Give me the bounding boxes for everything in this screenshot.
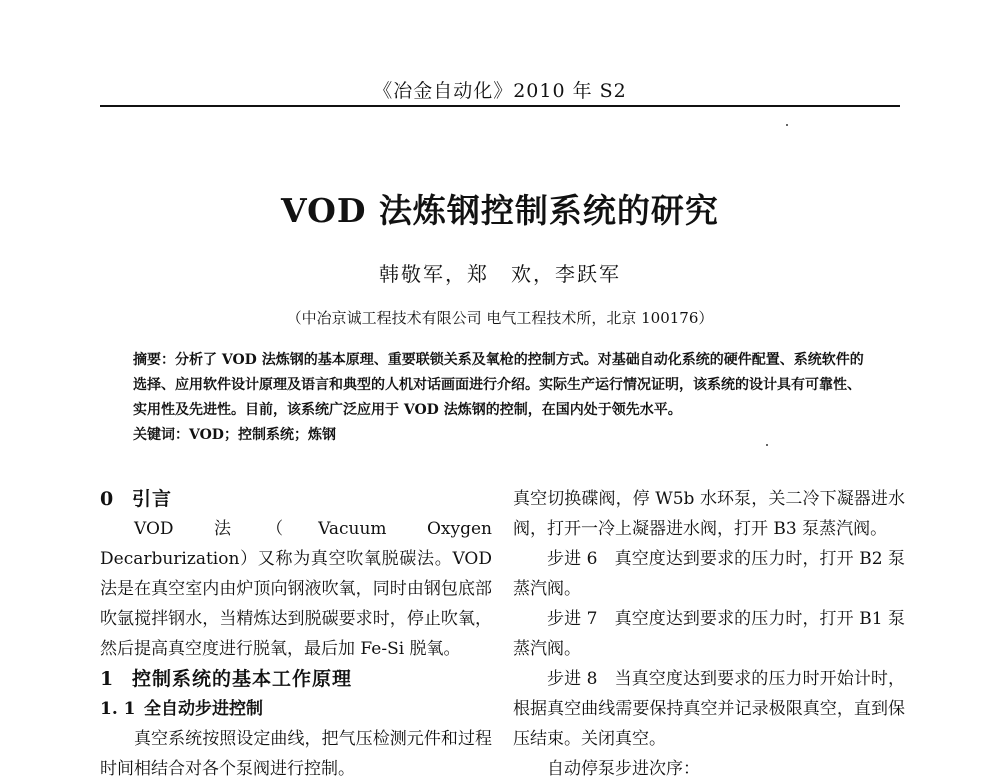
section-heading-principle <box>100 664 492 694</box>
journal-header: 《冶金自动化》2010 年 S2 <box>373 80 627 102</box>
step-8-paragraph: 步进 8 当真空度达到要求的压力时开始计时，根据真空曲线需要保持真空并记录极限真空，直到保压结束。关闭真空。 <box>513 669 905 749</box>
left-column <box>100 484 492 784</box>
body-paragraph: 真空系统按照设定曲线，把气压检测元件和过程时间相结合对各个泵阀进行控制。 <box>100 729 492 779</box>
step-7-paragraph: 步进 7 真空度达到要求的压力时，打开 B1 泵蒸汽阀。 <box>513 609 905 659</box>
scan-speck <box>786 124 788 126</box>
abstract-block <box>133 348 873 448</box>
body-paragraph: VOD 法（Vacuum Oxygen Decarburization）又称为真空吹氧脱碳法。VOD 法是在真空室内由炉顶向钢液吹氧，同时由钢包底部吹氩搅拌钢水，当精炼达到脱碳要求时，停止吹氧，然后提高真空度进行脱氧，最后加 Fe-Si 脱氧。 <box>100 519 492 659</box>
auto-stop-sequence-label: 自动停泵步进次序： <box>547 759 700 779</box>
keywords: 关键词：VOD；控制系统；炼钢 <box>133 427 336 443</box>
affiliation: （中冶京诚工程技术有限公司 电气工程技术所，北京 100176） <box>286 309 714 327</box>
header-rule <box>100 105 900 107</box>
section-number: 1 <box>100 668 115 690</box>
paper-title: VOD 法炼钢控制系统的研究 <box>281 191 719 230</box>
subsection-title: 全自动步进控制 <box>144 699 263 719</box>
section-title: 引言 <box>132 488 173 510</box>
subsection-heading <box>100 694 492 724</box>
body-paragraph: 真空切换碟阀，停 W5b 水环泵，关二冷下凝器进水阀，打开一冷上凝器进水阀，打开 B3 泵蒸汽阀。 <box>513 489 905 539</box>
subsection-number: 1. 1 <box>100 699 136 719</box>
abstract-text: 摘要：分析了 VOD 法炼钢的基本原理、重要联锁关系及氧枪的控制方式。对基础自动化系统的硬件配置、系统软件的选择、应用软件设计原理及语言和典型的人机对话画面进行介绍。实际生产运行情况证明，该系统的设计具有可靠性、实用性及先进性。目前，该系统广泛应用于 VOD 法炼钢的控制，在国内处于领先水平。 <box>133 352 864 418</box>
authors: 韩敬军，郑 欢，李跃军 <box>379 262 621 286</box>
step-6-paragraph: 步进 6 真空度达到要求的压力时，打开 B2 泵蒸汽阀。 <box>513 549 905 599</box>
right-column <box>513 484 905 784</box>
section-title: 控制系统的基本工作原理 <box>132 668 353 690</box>
section-number: 0 <box>100 488 115 510</box>
section-heading-intro <box>100 484 492 514</box>
